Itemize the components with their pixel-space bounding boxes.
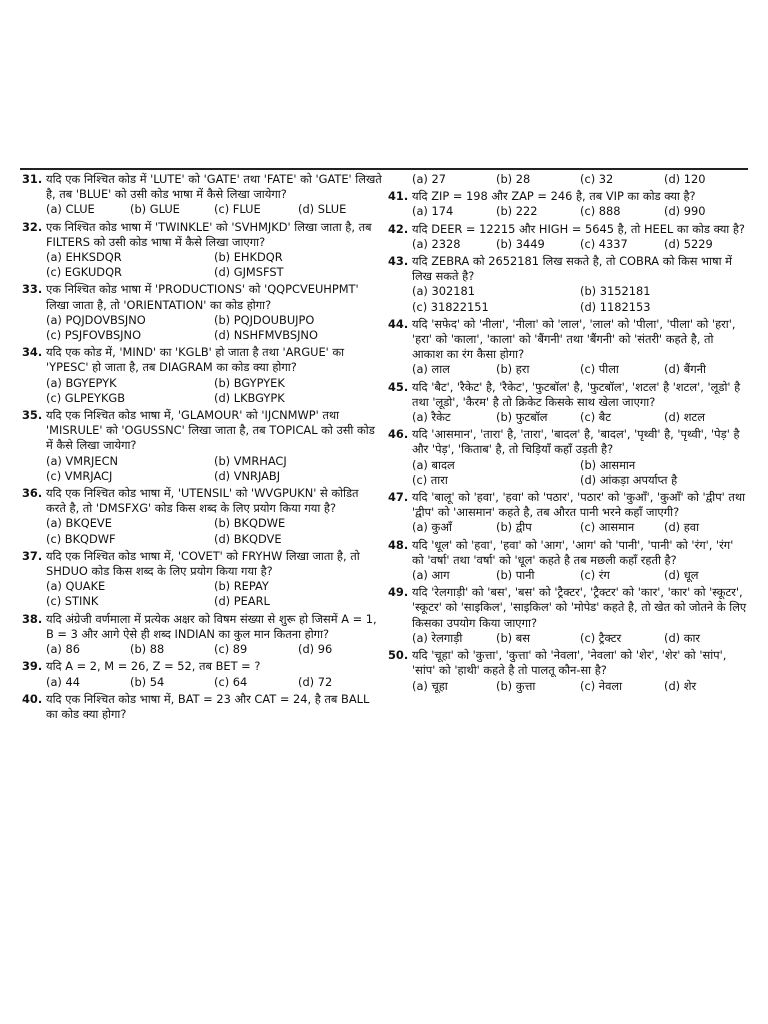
answer-option: (b) 28 [496, 172, 531, 186]
answer-option: (b) 222 [496, 204, 538, 219]
question-block [388, 648, 748, 694]
answer-option: (c) BKQDWF [46, 531, 116, 546]
answer-option: (c) 31822151 [412, 299, 489, 314]
question-block [388, 189, 748, 219]
answer-option: (b) 88 [130, 642, 165, 657]
answer-option: (c) बैट [580, 410, 612, 425]
question-block [388, 427, 748, 488]
question-block [388, 222, 748, 252]
question-line [388, 538, 748, 568]
question-line [22, 220, 382, 250]
question-block [22, 692, 382, 722]
options-row [388, 631, 748, 646]
answer-option: (c) 4337 [580, 236, 628, 251]
answer-option: (b) EHKDQR [214, 250, 283, 265]
answer-option: (d) GJMSFST [214, 265, 284, 280]
answer-option: (d) आंकड़ा अपर्याप्त है [580, 472, 678, 487]
options-row [22, 516, 382, 546]
answer-option: (c) रंग [580, 568, 610, 583]
question-line [388, 648, 748, 678]
question-text: यदि 'बैट', 'रैकेट' है, 'रैकेट', 'फुटबॉल' है, 'फुटबॉल', 'शटल' है 'शटल', 'लूडो' है तथा 'लूडो', 'कैरम' है तो क्रिकेट किसके साथ खेला जाएगा? [412, 379, 741, 409]
options-row [388, 458, 748, 488]
answer-option: (a) EHKSDQR [46, 250, 122, 265]
question-text: यदि 'आसमान', 'तारा' है, 'तारा', 'बादल' है, 'बादल', 'पृथ्वी' है, 'पृथ्वी', 'पेड़' है और 'पेड़', 'किताब' है, तो चिड़ियाँ कहाँ उड़ती है? [412, 427, 740, 457]
answer-option: (c) नेवला [580, 678, 623, 693]
question-block [22, 408, 382, 484]
answer-option: (a) BGYEPYK [46, 375, 117, 390]
answer-option: (c) VMRJACJ [46, 468, 113, 483]
question-line [388, 189, 748, 204]
question-text: यदि एक निश्चित कोड में 'LUTE' को 'GATE' तथा 'FATE' को 'GATE' लिखते है, तब 'BLUE' को उसी कोड भाषा में कैसे लिखा जायेगा? [46, 172, 382, 202]
question-text: यदि ZEBRA को 2652181 लिख सकते है, तो COBRA को किस भाषा में लिख सकते है? [412, 254, 732, 284]
question-text: यदि 'धूल' को 'हवा', 'हवा' को 'आग', 'आग' को 'पानी', 'पानी' को 'रंग', 'रंग' को 'वर्षा' तथा 'वर्षा' को 'धूल' कहते है तब मछली कहाँ रहती है? [412, 537, 734, 567]
question-line [22, 408, 382, 454]
answer-option: (d) 1182153 [580, 299, 651, 314]
question-number: 31. [22, 172, 43, 186]
answer-option: (a) PQJDOVBSJNO [46, 312, 146, 327]
question-text: यदि एक निश्चित कोड भाषा में, BAT = 23 और CAT = 24, है तब BALL का कोड क्या होगा? [46, 691, 370, 721]
question-block [388, 585, 748, 646]
question-text: यदि 'सफेद' को 'नीला', 'नीला' को 'लाल', 'लाल' को 'पीला', 'पीला' को 'हरा', 'हरा' को 'काला', 'काला' को 'बैंगनी' तथा 'बैंगनी' को 'संतरी' कहते है, तो आकाश का रंग कैसा होगा? [412, 316, 736, 362]
options-row [388, 204, 748, 219]
answer-option: (c) FLUE [214, 202, 261, 217]
question-number: 46. [388, 427, 409, 442]
answer-option: (b) 3449 [496, 236, 545, 251]
question-number: 42. [388, 221, 409, 236]
question-text: यदि DEER = 12215 और HIGH = 5645 है, तो HEEL का कोड क्या है? [412, 221, 745, 236]
answer-option: (c) तारा [412, 472, 448, 487]
question-text: एक निश्चित कोड भाषा में 'PRODUCTIONS' को 'QQPCVEUHPMT' लिखा जाता है, तो 'ORIENTATION' का कोड होगा? [46, 282, 359, 312]
question-text: यदि 'बालू' को 'हवा', 'हवा' को 'पठार', 'पठार' को 'कुआँ', 'कुआँ' को 'द्वीप' तथा 'द्वीप' को 'आसमान' कहते है, तब औरत पानी भरने कहाँ जाएगी? [412, 490, 746, 520]
answer-option: (b) VMRHACJ [214, 453, 287, 468]
answer-option: (b) हरा [496, 362, 530, 377]
question-line [388, 490, 748, 520]
question-block [388, 254, 748, 315]
answer-option: (c) आसमान [580, 520, 635, 535]
question-line [388, 585, 748, 631]
options-row [388, 679, 748, 694]
answer-option: (b) 3152181 [580, 284, 651, 299]
answer-option: (b) BKQDWE [214, 516, 286, 531]
answer-option: (a) आग [412, 568, 450, 583]
question-number: 34. [22, 345, 43, 360]
question-block [22, 345, 382, 406]
question-line [388, 317, 748, 363]
question-line [388, 222, 748, 237]
options-row [22, 675, 382, 690]
question-text: यदि ZIP = 198 और ZAP = 246 है, तब VIP का कोड क्या है? [412, 189, 696, 204]
answer-option: (a) 174 [412, 204, 454, 219]
answer-option: (a) QUAKE [46, 579, 106, 594]
question-line [388, 427, 748, 457]
answer-option: (b) कुत्ता [496, 678, 536, 693]
question-number: 50. [388, 648, 409, 663]
question-number: 35. [22, 408, 43, 423]
answer-option: (c) 888 [580, 204, 621, 219]
answer-option: (c) PSJFOVBSJNO [46, 328, 142, 343]
question-line [388, 380, 748, 410]
options-row [22, 579, 382, 609]
answer-option: (d) 5229 [664, 236, 713, 251]
options-row [22, 313, 382, 343]
question-number: 38. [22, 611, 43, 626]
question-block [22, 220, 382, 281]
question-number: 32. [22, 219, 43, 234]
question-number: 36. [22, 486, 43, 501]
answer-option: (d) हवा [664, 520, 700, 535]
top-rule [20, 168, 748, 170]
answer-option: (b) द्वीप [496, 520, 532, 535]
answer-option: (a) BKQEVE [46, 516, 112, 531]
question-number: 41. [388, 189, 409, 204]
question-block [388, 538, 748, 584]
question-block [22, 549, 382, 610]
question-line [22, 486, 382, 516]
answer-option: (a) 302181 [412, 284, 475, 299]
question-number: 33. [22, 282, 43, 297]
question-number: 39. [22, 659, 43, 674]
question-block [388, 490, 748, 536]
answer-option: (c) 64 [214, 674, 248, 689]
answer-option: (a) VMRJECN [46, 453, 119, 468]
question-line [22, 549, 382, 579]
question-line [22, 282, 382, 312]
options-row [388, 172, 748, 187]
options-row [22, 454, 382, 484]
question-text: यदि एक निश्चित कोड भाषा में, 'GLAMOUR' को 'IJCNMWP' तथा 'MISRULE' को 'OGUSSNC' लिखा जाता है, तब TOPICAL को उसी कोड में कैसे लिखा जायेगा? [46, 408, 375, 453]
question-line [388, 254, 748, 284]
answer-option: (a) 44 [46, 674, 80, 689]
answer-option: (d) SLUE [298, 202, 347, 217]
answer-option: (a) रेलगाड़ी [412, 630, 463, 645]
question-line [22, 692, 382, 722]
answer-option: (d) शटल [664, 410, 705, 425]
answer-option: (b) BGYPYEK [214, 375, 285, 390]
options-row [388, 237, 748, 252]
question-number: 40. [22, 691, 43, 706]
question-text: यदि अंग्रेजी वर्णमाला में प्रत्येक अक्षर को विषम संख्या से शुरू हो जिसमें A = 1, B = 3 और आगे ऐसे ही शब्द INDIAN का कुल मान कितना होगा? [46, 611, 377, 641]
question-block [388, 380, 748, 426]
answer-option: (b) फुटबॉल [496, 410, 548, 425]
answer-option: (d) शेर [664, 678, 697, 693]
question-number: 37. [22, 548, 43, 563]
question-block [22, 659, 382, 689]
answer-option: (d) 120 [664, 172, 706, 186]
answer-option: (b) PQJDOUBUJPO [214, 312, 315, 327]
answer-option: (d) BKQDVE [214, 531, 282, 546]
question-number: 45. [388, 379, 409, 394]
answer-option: (b) आसमान [580, 457, 636, 472]
answer-option: (c) ट्रैक्टर [580, 630, 622, 645]
answer-option: (a) CLUE [46, 202, 95, 217]
question-block [22, 612, 382, 658]
answer-option: (d) NSHFMVBSJNO [214, 328, 318, 343]
answer-option: (d) PEARL [214, 594, 270, 609]
answer-option: (d) 72 [298, 674, 333, 689]
answer-option: (d) VNRJABJ [214, 468, 281, 483]
question-number: 43. [388, 254, 409, 269]
answer-option: (b) REPAY [214, 579, 269, 594]
options-row [388, 362, 748, 377]
question-block [22, 486, 382, 547]
question-text: यदि 'रेलगाड़ी' को 'बस', 'बस' को 'ट्रैक्टर', 'ट्रैक्टर' को 'कार', 'कार' को 'स्कूटर', 'स्कूटर' को 'साइकिल', 'साइकिल' को 'मोपेड' कहते है, तो खेत को जोतने के लिए किसका उपयोग किया जाएगा? [412, 585, 747, 630]
answer-option: (a) 2328 [412, 236, 461, 251]
question-text: एक निश्चित कोड भाषा में 'TWINKLE' को 'SVHMJKD' लिखा जाता है, तब FILTERS को उसी कोड भाषा में कैसे लिखा जाएगा? [46, 219, 372, 249]
options-row [22, 642, 382, 657]
question-text: यदि एक निश्चित कोड भाषा में, 'COVET' को FRYHW लिखा जाता है, तो SHDUO कोड किस शब्द के लिए प्रयोग किया गया है? [46, 548, 360, 579]
answer-option: (c) GLPEYKGB [46, 390, 126, 405]
answer-option: (d) LKBGYPK [214, 390, 285, 405]
question-line [22, 659, 382, 674]
answer-option: (b) GLUE [130, 202, 180, 217]
options-row [22, 202, 382, 217]
answer-option: (c) 89 [214, 642, 248, 657]
answer-option: (c) पीला [580, 362, 619, 377]
question-number: 48. [388, 537, 409, 552]
answer-option: (d) 990 [664, 204, 706, 219]
answer-option: (a) 27 [412, 172, 446, 186]
question-text: यदि 'चूहा' को 'कुत्ता', 'कुत्ता' को 'नेवला', 'नेवला' को 'शेर', 'शेर' को 'सांप', 'सांप' को 'हाथी' कहते है तो पालतू कौन-सा है? [412, 648, 727, 678]
question-block [388, 317, 748, 378]
answer-option: (d) बैंगनी [664, 362, 706, 377]
answer-option: (a) 86 [46, 642, 80, 657]
question-block [388, 172, 748, 187]
options-row [388, 520, 748, 535]
left-column [22, 172, 382, 724]
question-text: यदि A = 2, M = 26, Z = 52, तब BET = ? [46, 659, 261, 674]
options-row [388, 410, 748, 425]
question-number: 47. [388, 490, 409, 505]
options-row [388, 284, 748, 314]
question-number: 49. [388, 585, 409, 600]
answer-option: (b) पानी [496, 568, 535, 583]
answer-option: (d) 96 [298, 642, 333, 657]
answer-option: (a) रैकेट [412, 410, 451, 425]
options-row [22, 376, 382, 406]
answer-option: (c) 32 [580, 172, 614, 186]
question-line [22, 172, 382, 202]
answer-option: (a) लाल [412, 362, 450, 377]
answer-option: (a) चूहा [412, 678, 448, 693]
answer-option: (c) EGKUDQR [46, 265, 122, 280]
question-line [22, 612, 382, 642]
options-row [22, 250, 382, 280]
answer-option: (c) STINK [46, 594, 99, 609]
answer-option: (b) बस [496, 630, 530, 645]
question-text: यदि एक कोड में, 'MIND' का 'KGLB' हो जाता है तथा 'ARGUE' का 'YPESC' हो जाता है, तब DIAGRAM का कोड क्या होगा? [46, 345, 345, 375]
right-column [388, 172, 748, 696]
answer-option: (a) कुआँ [412, 520, 452, 535]
question-number: 44. [388, 316, 409, 331]
question-text: यदि एक निश्चित कोड भाषा में, 'UTENSIL' को 'WVGPUKN' से कोडित करते है, तो 'DMSFXG' कोड किस शब्द के लिए प्रयोग किया गया है? [46, 486, 359, 516]
answer-option: (b) 54 [130, 674, 165, 689]
answer-option: (d) धूल [664, 568, 699, 583]
question-block [22, 172, 382, 218]
options-row [388, 568, 748, 583]
question-line [22, 345, 382, 375]
answer-option: (d) कार [664, 630, 701, 645]
question-block [22, 282, 382, 343]
answer-option: (a) बादल [412, 457, 455, 472]
